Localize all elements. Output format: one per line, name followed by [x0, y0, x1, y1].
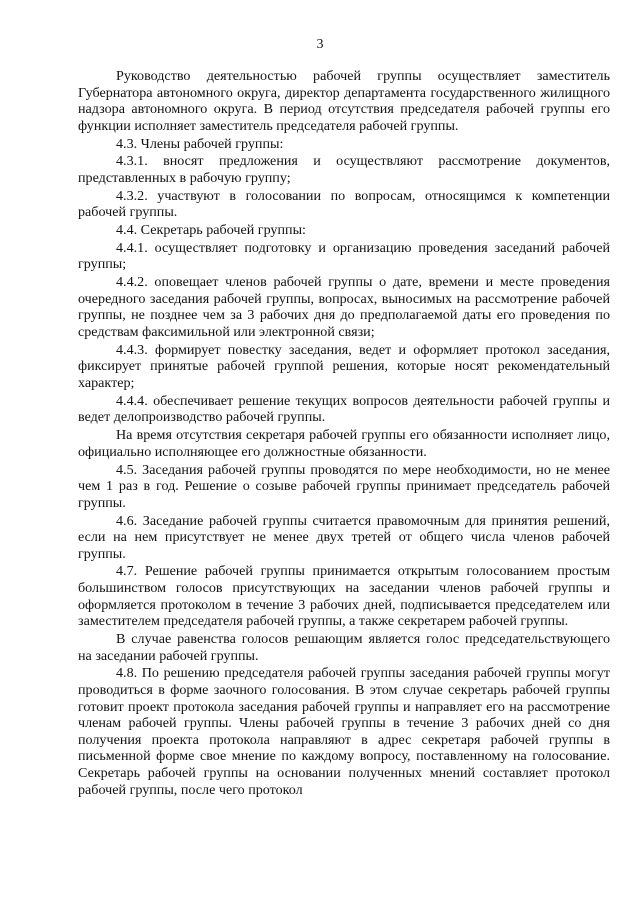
paragraph-leadership: Руководство деятельностью рабочей группы осуществляет заместитель Губернатора автономного округа, директор департамента государственного жилищного надзора автономного округа. В период отсутствия председателя рабочей группы его функции исполняет заместитель председателя рабочей группы. [78, 68, 610, 134]
page-number: 3 [316, 37, 324, 52]
paragraph-secretary-absence: На время отсутствия секретаря рабочей группы его обязанности исполняет лицо, официально исполняющее его должностные обязанности. [78, 427, 610, 460]
paragraph-4-4-3: 4.4.3. формирует повестку заседания, ведет и оформляет протокол заседания, фиксирует принятые рабочей группой решения, которые носят рекомендательный характер; [78, 341, 610, 391]
paragraph-4-3-1: 4.3.1. вносят предложения и осуществляют рассмотрение документов, представленных в рабочую группу; [78, 153, 610, 186]
paragraph-4-4-1: 4.4.1. осуществляет подготовку и организацию проведения заседаний рабочей группы; [78, 239, 610, 273]
paragraph-4-5: 4.5. Заседания рабочей группы проводятся по мере необходимости, но не менее чем 1 раз в год. Решение о созыве рабочей группы принимает председатель рабочей группы. [78, 461, 610, 511]
paragraph-4-3-2: 4.3.2. участвуют в голосовании по вопросам, относящимся к компетенции рабочей группы. [78, 187, 610, 221]
paragraph-4-7: 4.7. Решение рабочей группы принимается открытым голосованием простым большинством голосов присутствующих на заседании членов рабочей группы и оформляется протоколом в течение 3 рабочих дней, подписывается председателем или заместителем председателя рабочей группы, а также секретарем рабочей группы. [78, 563, 610, 630]
paragraph-4-4-2: 4.4.2. оповещает членов рабочей группы о дате, времени и месте проведения очередного заседания рабочей группы, вопросах, выносимых на рассмотрение рабочей группы, не позднее чем за 3 рабочих дня до предполагаемой даты его проведения по средствам факсимильной или электронной связи; [78, 274, 610, 341]
paragraph-4-3: 4.3. Члены рабочей группы: [116, 135, 284, 152]
document-body [78, 68, 610, 799]
paragraph-4-6: 4.6. Заседание рабочей группы считается правомочным для принятия решений, если на нем присутствует не менее двух третей от общего числа членов рабочей группы. [78, 512, 610, 562]
paragraph-4-8: 4.8. По решению председателя рабочей группы заседания рабочей группы могут проводиться в форме заочного голосования. В этом случае секретарь рабочей группы готовит проект протокола заседания рабочей группы и направляет его на рассмотрение членам рабочей группы. Члены рабочей группы в течение 3 рабочих дней со дня получения проекта протокола направляют в адрес секретаря рабочей группы в письменной форме свое мнение по каждому вопросу, поставленному на голосование. Секретарь рабочей группы на основании полученных мнений составляет протокол рабочей группы, после чего протокол [78, 665, 610, 798]
paragraph-tie-vote: В случае равенства голосов решающим является голос председательствующего на заседании рабочей группы. [78, 631, 610, 664]
paragraph-4-4: 4.4. Секретарь рабочей группы: [116, 222, 306, 239]
paragraph-4-4-4: 4.4.4. обеспечивает решение текущих вопросов деятельности рабочей группы и ведет делопроизводство рабочей группы. [78, 392, 610, 426]
